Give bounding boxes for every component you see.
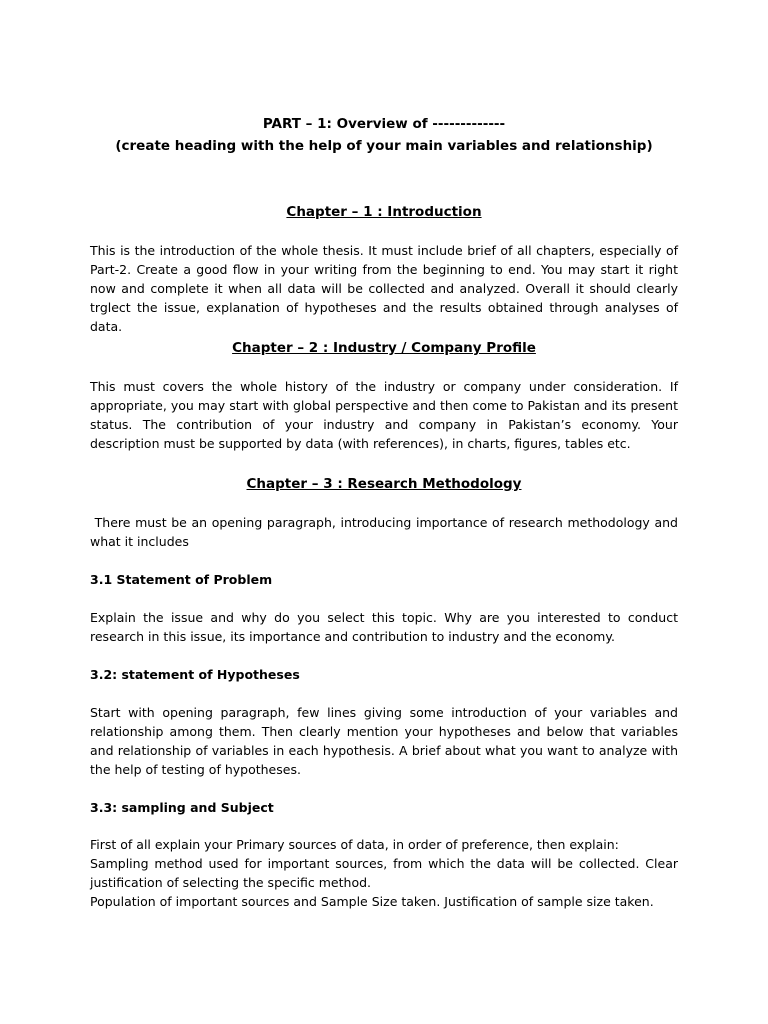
section-3-3-heading: 3.3: sampling and Subject — [90, 800, 274, 815]
chapter-1-heading: Chapter – 1 : Introduction — [286, 204, 482, 220]
section-3-2-heading: 3.2: statement of Hypotheses — [90, 667, 300, 682]
section-3-1-heading: 3.1 Statement of Problem — [90, 572, 273, 587]
section-3-3-line-2: Sampling method used for important sources, from which the data will be collected. Clear justification of selecting the specific method. — [90, 856, 678, 890]
section-3-2-body: Start with opening paragraph, few lines giving some introduction of your variables and relationship among them. Then clearly mention your hypotheses and below that variables and relationship of variables in each hypothesis. A brief about what you want to analyze with the help of testing of hypotheses. — [90, 705, 678, 777]
section-3-3-line-1: First of all explain your Primary sources of data, in order of preference, then explain: — [90, 837, 619, 852]
chapter-3-intro: There must be an opening paragraph, introducing importance of research methodology and what it includes — [90, 515, 682, 549]
part-subtitle: (create heading with the help of your main variables and relationship) — [115, 138, 653, 154]
section-3-3-line-3: Population of important sources and Sample Size taken. Justification of sample size taken. — [90, 894, 654, 909]
chapter-2-body: This must covers the whole history of the industry or company under consideration. If appropriate, you may start with global perspective and then come to Pakistan and its present status. The contribution of your industry and company in Pakistan’s economy. Your description must be supported by data (with references), in charts, figures, tables etc. — [90, 379, 678, 451]
chapter-2-heading: Chapter – 2 : Industry / Company Profile — [232, 340, 536, 356]
part-title: PART – 1: Overview of ------------- — [262, 116, 506, 132]
chapter-3-heading: Chapter – 3 : Research Methodology — [246, 476, 522, 492]
section-3-1-body: Explain the issue and why do you select this topic. Why are you interested to conduct research in this issue, its importance and contribution to industry and the economy. — [90, 610, 678, 644]
chapter-1-body: This is the introduction of the whole thesis. It must include brief of all chapters, especially of Part-2. Create a good flow in your writing from the beginning to end. You may start it right now and complete it when all data will be collected and analyzed. Overall it should clearly trglect the issue, explanation of hypotheses and the results obtained through analyses of data. — [90, 243, 678, 334]
